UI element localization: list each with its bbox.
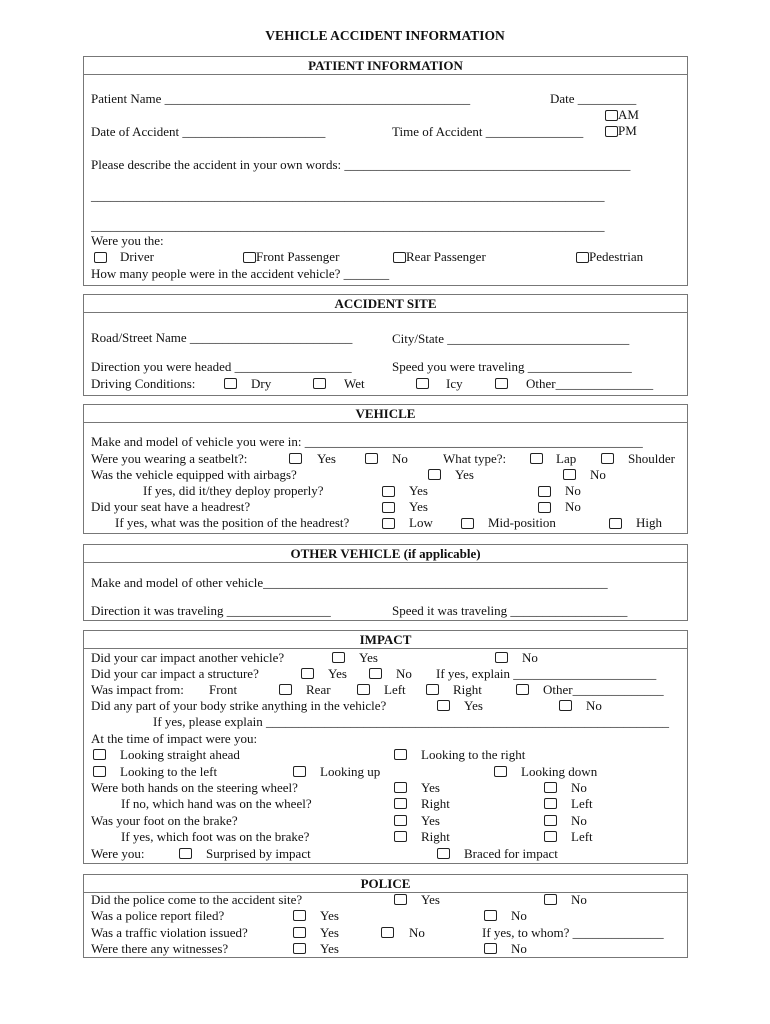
pedestrian-checkbox[interactable] (576, 252, 589, 263)
dry-label: Dry (251, 376, 272, 391)
headrest-no-label: No (565, 499, 581, 514)
body-strike-no-checkbox[interactable] (559, 700, 572, 711)
headrest-mid-checkbox[interactable] (461, 518, 474, 529)
front-passenger-label: Front Passenger (256, 249, 340, 264)
body-strike-yes-checkbox[interactable] (437, 700, 450, 711)
were-you-impact-label: Were you: (91, 846, 145, 861)
which-foot-label: If yes, which foot was on the brake? (121, 829, 310, 844)
headrest-yes-label: Yes (409, 499, 428, 514)
am-checkbox[interactable] (605, 110, 618, 121)
date-of-accident-field[interactable]: Date of Accident ______________________ (91, 124, 326, 139)
describe-accident-field[interactable]: Please describe the accident in your own words: ____________________________________________ (91, 157, 631, 172)
seatbelt-yes-label: Yes (317, 451, 336, 466)
foot-right-label: Right (421, 829, 450, 844)
violation-no-label: No (409, 925, 425, 940)
shoulder-label: Shoulder (628, 451, 675, 466)
other-direction-field[interactable]: Direction it was traveling ________________ (91, 603, 331, 618)
headrest-position-label: If yes, what was the position of the headrest? (115, 515, 350, 530)
airbags-no-label: No (590, 467, 606, 482)
impact-vehicle-no-checkbox[interactable] (495, 652, 508, 663)
impact-structure-yes-label: Yes (328, 666, 347, 681)
looking-right-label: Looking to the right (421, 747, 526, 762)
braced-checkbox[interactable] (437, 848, 450, 859)
deploy-no-label: No (565, 483, 581, 498)
seatbelt-label: Were you wearing a seatbelt?: (91, 451, 248, 466)
foot-left-checkbox[interactable] (544, 831, 557, 842)
surprised-label: Surprised by impact (206, 846, 311, 861)
deploy-yes-label: Yes (409, 483, 428, 498)
looking-straight-label: Looking straight ahead (120, 747, 240, 762)
looking-left-checkbox[interactable] (93, 766, 106, 777)
city-state-field[interactable]: City/State ____________________________ (392, 331, 630, 346)
lap-label: Lap (556, 451, 577, 466)
section-header: IMPACT (84, 631, 687, 649)
police-come-label: Did the police come to the accident site? (91, 892, 303, 907)
both-hands-no-checkbox[interactable] (544, 782, 557, 793)
driver-label: Driver (120, 249, 154, 264)
braced-label: Braced for impact (464, 846, 558, 861)
headrest-no-checkbox[interactable] (538, 502, 551, 513)
structure-explain-field[interactable]: If yes, explain ______________________ (436, 666, 657, 681)
looking-straight-checkbox[interactable] (93, 749, 106, 760)
impact-front-checkbox[interactable] (279, 684, 292, 695)
date-field[interactable]: Date _________ (550, 91, 637, 106)
surprised-checkbox[interactable] (179, 848, 192, 859)
body-strike-no-label: No (586, 698, 602, 713)
deploy-yes-checkbox[interactable] (382, 486, 395, 497)
describe-line-1[interactable]: _______________________________________________________________________________ (91, 188, 605, 203)
impact-structure-yes-checkbox[interactable] (301, 668, 314, 679)
violation-to-whom-field[interactable]: If yes, to whom? ______________ (482, 925, 664, 940)
witnesses-no-checkbox[interactable] (484, 943, 497, 954)
headrest-high-checkbox[interactable] (609, 518, 622, 529)
police-come-no-label: No (571, 892, 587, 907)
body-strike-explain-field[interactable]: If yes, please explain ______________________________________________________________ (153, 714, 669, 729)
form-title: VEHICLE ACCIDENT INFORMATION (265, 28, 505, 43)
police-come-no-checkbox[interactable] (544, 894, 557, 905)
headrest-yes-checkbox[interactable] (382, 502, 395, 513)
impact-vehicle-yes-label: Yes (359, 650, 378, 665)
were-you-label: Were you the: (91, 233, 164, 248)
hand-left-label: Left (571, 796, 593, 811)
section-header: PATIENT INFORMATION (84, 57, 687, 75)
police-report-no-checkbox[interactable] (484, 910, 497, 921)
foot-right-checkbox[interactable] (394, 831, 407, 842)
driving-conditions-label: Driving Conditions: (91, 376, 196, 391)
police-come-yes-label: Yes (421, 892, 440, 907)
pm-checkbox[interactable] (605, 126, 618, 137)
impact-right-label: Right (453, 682, 482, 697)
front-passenger-checkbox[interactable] (243, 252, 256, 263)
looking-right-checkbox[interactable] (394, 749, 407, 760)
other-vehicle-make-field[interactable]: Make and model of other vehicle_____________________________________________________ (91, 575, 608, 590)
driver-checkbox[interactable] (94, 252, 107, 263)
wet-checkbox[interactable] (313, 378, 326, 389)
wet-label: Wet (344, 376, 365, 391)
violation-no-checkbox[interactable] (381, 927, 394, 938)
violation-yes-checkbox[interactable] (293, 927, 306, 938)
witnesses-label: Were there any witnesses? (91, 941, 229, 956)
section-header: ACCIDENT SITE (84, 295, 687, 313)
impact-vehicle-no-label: No (522, 650, 538, 665)
section-header: OTHER VEHICLE (if applicable) (84, 545, 687, 563)
foot-brake-no-checkbox[interactable] (544, 815, 557, 826)
headrest-high-label: High (636, 515, 662, 530)
rear-passenger-checkbox[interactable] (393, 252, 406, 263)
airbags-label: Was the vehicle equipped with airbags? (91, 467, 297, 482)
impact-other-field[interactable]: Other______________ (543, 682, 664, 697)
witnesses-yes-checkbox[interactable] (293, 943, 306, 954)
am-label: AM (618, 107, 639, 122)
foot-brake-yes-checkbox[interactable] (394, 815, 407, 826)
dry-checkbox[interactable] (224, 378, 237, 389)
violation-yes-label: Yes (320, 925, 339, 940)
impact-right-checkbox[interactable] (516, 684, 529, 695)
airbags-yes-label: Yes (455, 467, 474, 482)
both-hands-no-label: No (571, 780, 587, 795)
impact-left-label: Left (384, 682, 406, 697)
road-street-field[interactable]: Road/Street Name _________________________ (91, 330, 353, 345)
police-report-label: Was a police report filed? (91, 908, 225, 923)
hand-right-checkbox[interactable] (394, 798, 407, 809)
speed-traveling-field[interactable]: Speed you were traveling ________________ (392, 359, 632, 374)
direction-headed-field[interactable]: Direction you were headed __________________ (91, 359, 352, 374)
witnesses-no-label: No (511, 941, 527, 956)
rear-passenger-label: Rear Passenger (406, 249, 486, 264)
body-strike-label: Did any part of your body strike anything in the vehicle? (91, 698, 387, 713)
looking-left-label: Looking to the left (120, 764, 218, 779)
headrest-mid-label: Mid-position (488, 515, 556, 530)
impact-vehicle-label: Did your car impact another vehicle? (91, 650, 285, 665)
hand-right-label: Right (421, 796, 450, 811)
impact-structure-label: Did your car impact a structure? (91, 666, 259, 681)
people-in-vehicle-field[interactable]: How many people were in the accident vehicle? _______ (91, 266, 390, 281)
impact-left-checkbox[interactable] (426, 684, 439, 695)
describe-line-2[interactable]: _______________________________________________________________________________ (91, 218, 605, 233)
other-speed-field[interactable]: Speed it was traveling __________________ (392, 603, 628, 618)
airbags-yes-checkbox[interactable] (428, 469, 441, 480)
violation-label: Was a traffic violation issued? (91, 925, 248, 940)
other-condition-checkbox[interactable] (495, 378, 508, 389)
hand-left-checkbox[interactable] (544, 798, 557, 809)
other-condition-field[interactable]: Other_______________ (526, 376, 654, 391)
pm-label: PM (618, 123, 637, 138)
police-report-yes-label: Yes (320, 908, 339, 923)
deploy-label: If yes, did it/they deploy properly? (143, 483, 324, 498)
both-hands-yes-label: Yes (421, 780, 440, 795)
foot-brake-no-label: No (571, 813, 587, 828)
foot-brake-label: Was your foot on the brake? (91, 813, 238, 828)
impact-vehicle-yes-checkbox[interactable] (332, 652, 345, 663)
icy-label: Icy (446, 376, 463, 391)
icy-checkbox[interactable] (416, 378, 429, 389)
shoulder-checkbox[interactable] (601, 453, 614, 464)
impact-front-label: Front (209, 682, 238, 697)
time-of-accident-field[interactable]: Time of Accident _______________ (392, 124, 584, 139)
witnesses-yes-label: Yes (320, 941, 339, 956)
police-report-yes-checkbox[interactable] (293, 910, 306, 921)
section-header: POLICE (84, 875, 687, 893)
pedestrian-label: Pedestrian (589, 249, 644, 264)
vehicle-make-model-field[interactable]: Make and model of vehicle you were in: ____________________________________________________ (91, 434, 643, 449)
seatbelt-no-label: No (392, 451, 408, 466)
patient-name-field[interactable]: Patient Name _______________________________________________ (91, 91, 471, 106)
looking-down-label: Looking down (521, 764, 598, 779)
both-hands-label: Were both hands on the steering wheel? (91, 780, 298, 795)
looking-up-checkbox[interactable] (293, 766, 306, 777)
headrest-low-checkbox[interactable] (382, 518, 395, 529)
which-hand-label: If no, which hand was on the wheel? (121, 796, 312, 811)
foot-brake-yes-label: Yes (421, 813, 440, 828)
impact-structure-no-checkbox[interactable] (369, 668, 382, 679)
impact-rear-checkbox[interactable] (357, 684, 370, 695)
looking-up-label: Looking up (320, 764, 381, 779)
lap-checkbox[interactable] (530, 453, 543, 464)
seatbelt-no-checkbox[interactable] (365, 453, 378, 464)
police-come-yes-checkbox[interactable] (394, 894, 407, 905)
time-of-impact-label: At the time of impact were you: (91, 731, 258, 746)
body-strike-yes-label: Yes (464, 698, 483, 713)
what-type-label: What type?: (443, 451, 507, 466)
headrest-low-label: Low (409, 515, 433, 530)
section-header: VEHICLE (84, 405, 687, 423)
foot-left-label: Left (571, 829, 593, 844)
looking-down-checkbox[interactable] (494, 766, 507, 777)
seatbelt-yes-checkbox[interactable] (289, 453, 302, 464)
police-report-no-label: No (511, 908, 527, 923)
both-hands-yes-checkbox[interactable] (394, 782, 407, 793)
headrest-label: Did your seat have a headrest? (91, 499, 251, 514)
impact-from-label: Was impact from: (91, 682, 184, 697)
impact-structure-no-label: No (396, 666, 412, 681)
deploy-no-checkbox[interactable] (538, 486, 551, 497)
airbags-no-checkbox[interactable] (563, 469, 576, 480)
impact-rear-label: Rear (306, 682, 331, 697)
